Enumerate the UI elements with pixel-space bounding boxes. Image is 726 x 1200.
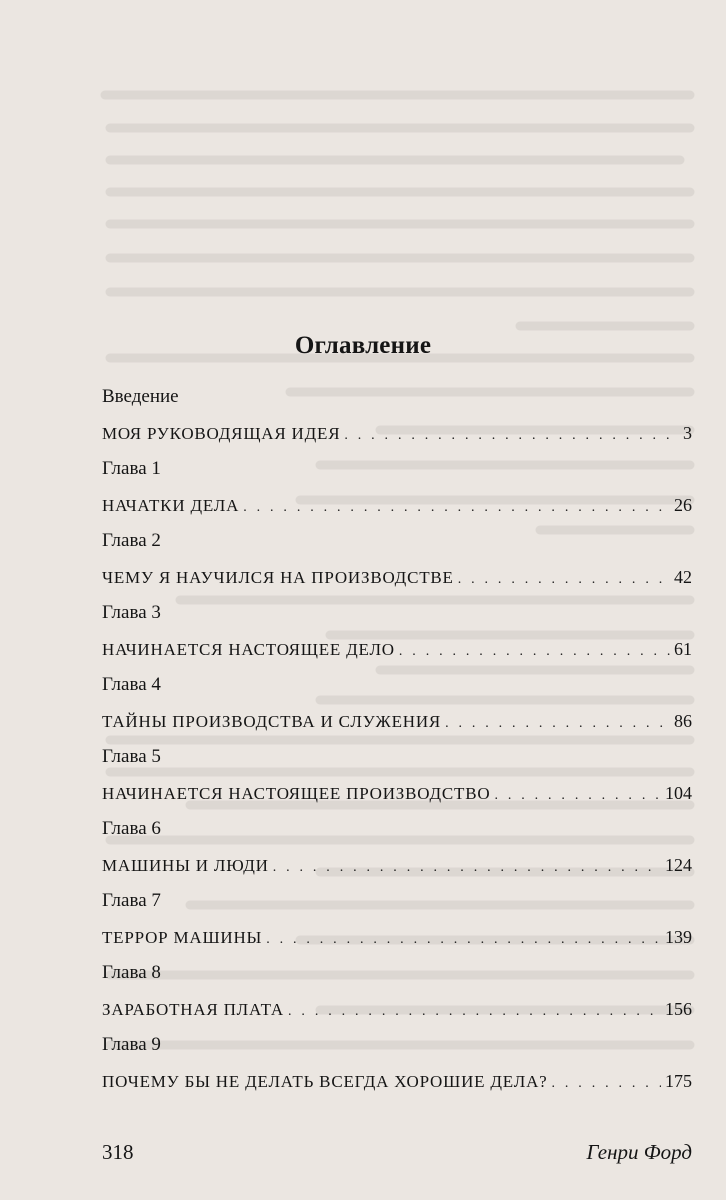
- dot-leader: [494, 778, 661, 814]
- toc-entry-chapter-3: [102, 595, 692, 667]
- table-of-contents: [102, 379, 692, 1099]
- entry-page-number: 156: [665, 999, 692, 1019]
- toc-link-chapter-2[interactable]: [102, 559, 692, 595]
- entry-label: Глава 2: [102, 530, 161, 551]
- entry-page-number: 104: [665, 783, 692, 803]
- entry-title: ТЕРРОР МАШИНЫ: [102, 928, 263, 947]
- entry-page-number: 26: [674, 495, 692, 515]
- entry-label: Введение: [102, 386, 179, 407]
- entry-label: Глава 7: [102, 890, 161, 911]
- entry-page-number: 3: [683, 423, 692, 443]
- page-title: Оглавление: [294, 332, 432, 359]
- toc-entry-introduction: [102, 379, 692, 451]
- dot-leader: [266, 922, 661, 958]
- dot-leader: [458, 562, 670, 598]
- dot-leader: [445, 706, 670, 742]
- dot-leader: [243, 490, 670, 526]
- toc-entry-chapter-7: [102, 883, 692, 955]
- entry-label: Глава 5: [102, 746, 161, 767]
- entry-page-number: 61: [674, 639, 692, 659]
- entry-title: ЗАРАБОТНАЯ ПЛАТА: [102, 1000, 285, 1019]
- dot-leader: [273, 850, 661, 886]
- toc-link-chapter-5[interactable]: [102, 775, 692, 811]
- toc-entry-chapter-4: [102, 667, 692, 739]
- toc-link-chapter-1[interactable]: [102, 487, 692, 523]
- entry-title: ПОЧЕМУ БЫ НЕ ДЕЛАТЬ ВСЕГДА ХОРОШИЕ ДЕЛА?: [102, 1072, 548, 1091]
- dot-leader: [399, 634, 670, 670]
- entry-label: Глава 4: [102, 674, 161, 695]
- running-footer-author: Генри Форд: [586, 1140, 692, 1164]
- entry-title: НАЧАТКИ ДЕЛА: [102, 496, 240, 515]
- entry-page-number: 139: [665, 927, 692, 947]
- entry-label: Глава 8: [102, 962, 161, 983]
- dot-leader: [552, 1066, 662, 1102]
- entry-title: ТАЙНЫ ПРОИЗВОДСТВА И СЛУЖЕНИЯ: [102, 712, 442, 731]
- toc-link-chapter-9[interactable]: [102, 1063, 692, 1099]
- entry-title: МОЯ РУКОВОДЯЩАЯ ИДЕЯ: [102, 424, 341, 443]
- entry-label: Глава 3: [102, 602, 161, 623]
- entry-label: Глава 9: [102, 1034, 161, 1055]
- entry-title: ЧЕМУ Я НАУЧИЛСЯ НА ПРОИЗВОДСТВЕ: [102, 568, 454, 587]
- toc-link-chapter-8[interactable]: [102, 991, 692, 1027]
- toc-entry-chapter-6: [102, 811, 692, 883]
- toc-entry-chapter-5: [102, 739, 692, 811]
- entry-title: МАШИНЫ И ЛЮДИ: [102, 856, 269, 875]
- toc-link-chapter-6[interactable]: [102, 847, 692, 883]
- entry-title: НАЧИНАЕТСЯ НАСТОЯЩЕЕ ПРОИЗВОДСТВО: [102, 784, 491, 803]
- toc-entry-chapter-2: [102, 523, 692, 595]
- folio-page-number: 318: [102, 1140, 134, 1164]
- entry-page-number: 175: [665, 1071, 692, 1091]
- toc-entry-chapter-1: [102, 451, 692, 523]
- toc-entry-chapter-8: [102, 955, 692, 1027]
- entry-page-number: 86: [674, 711, 692, 731]
- entry-page-number: 42: [674, 567, 692, 587]
- toc-entry-chapter-9: [102, 1027, 692, 1099]
- entry-label: Глава 1: [102, 458, 161, 479]
- dot-leader: [288, 994, 661, 1030]
- entry-label: Глава 6: [102, 818, 161, 839]
- dot-leader: [344, 418, 679, 454]
- entry-title: НАЧИНАЕТСЯ НАСТОЯЩЕЕ ДЕЛО: [102, 640, 395, 659]
- toc-link-introduction[interactable]: [102, 415, 692, 451]
- toc-link-chapter-7[interactable]: [102, 919, 692, 955]
- toc-link-chapter-3[interactable]: [102, 631, 692, 667]
- entry-page-number: 124: [665, 855, 692, 875]
- toc-link-chapter-4[interactable]: [102, 703, 692, 739]
